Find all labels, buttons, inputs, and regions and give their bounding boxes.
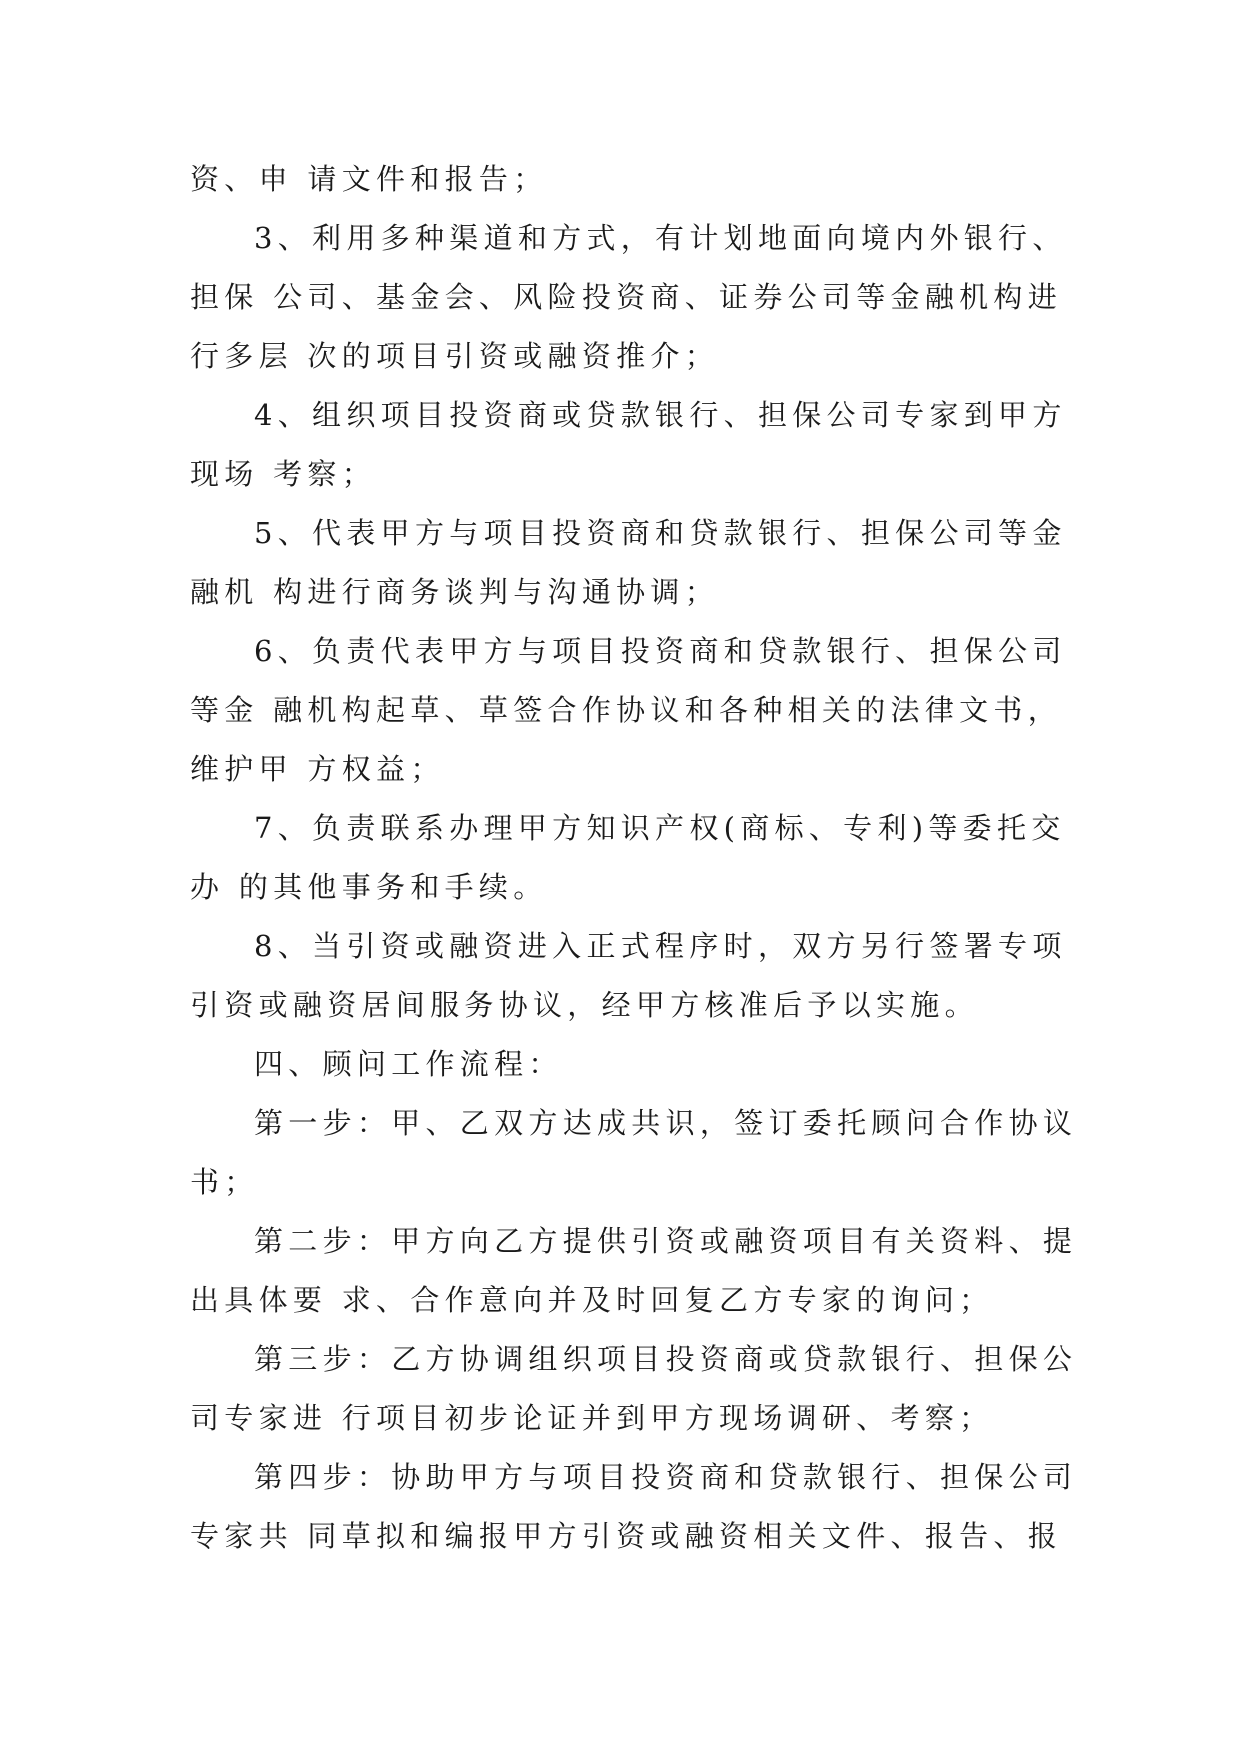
paragraph-item-3: 3、利用多种渠道和方式，有计划地面向境内外银行、	[254, 221, 1067, 255]
text-line-continuation: 等金 融机构起草、草签合作协议和各种相关的法律文书，	[190, 693, 1063, 727]
text-line-continuation: 行多层 次的项目引资或融资推介；	[190, 339, 720, 373]
paragraph-item-5: 5、代表甲方与项目投资商和贷款银行、担保公司等金	[254, 516, 1067, 550]
paragraph-step-3: 第三步：乙方协调组织项目投资商或贷款银行、担保公	[254, 1342, 1078, 1376]
paragraph-item-8: 8、当引资或融资进入正式程序时，双方另行签署专项	[254, 929, 1067, 963]
text-line-continuation: 资、申 请文件和报告；	[190, 162, 548, 196]
text-line-continuation: 现场 考察；	[190, 457, 377, 491]
text-line-continuation: 担保 公司、基金会、风险投资商、证券公司等金融机构进	[190, 280, 1063, 314]
text-line-continuation: 办 的其他事务和手续。	[190, 870, 548, 904]
text-line-continuation: 专家共 同草拟和编报甲方引资或融资相关文件、报告、报	[190, 1519, 1063, 1553]
text-line-continuation: 融机 构进行商务谈判与沟通协调；	[190, 575, 720, 609]
paragraph-step-2: 第二步：甲方向乙方提供引资或融资项目有关资料、提	[254, 1224, 1078, 1258]
document-body	[190, 150, 1078, 1566]
paragraph-item-7: 7、负责联系办理甲方知识产权(商标、专利)等委托交	[254, 811, 1066, 845]
section-heading-workflow: 四、顾问工作流程：	[254, 1047, 563, 1081]
paragraph-step-1: 第一步：甲、乙双方达成共识，签订委托顾问合作协议	[254, 1106, 1078, 1140]
text-line-continuation: 司专家进 行项目初步论证并到甲方现场调研、考察；	[190, 1401, 994, 1435]
paragraph-step-4: 第四步：协助甲方与项目投资商和贷款银行、担保公司	[254, 1460, 1078, 1494]
text-line-continuation: 引资或融资居间服务协议，经甲方核准后予以实施。	[190, 988, 979, 1022]
text-line-continuation: 书；	[190, 1165, 259, 1199]
text-line-continuation: 出具体要 求、合作意向并及时回复乙方专家的询问；	[190, 1283, 994, 1317]
paragraph-item-6: 6、负责代表甲方与项目投资商和贷款银行、担保公司	[254, 634, 1067, 668]
text-line-continuation: 维护甲 方权益；	[190, 752, 445, 786]
paragraph-item-4: 4、组织项目投资商或贷款银行、担保公司专家到甲方	[254, 398, 1067, 432]
